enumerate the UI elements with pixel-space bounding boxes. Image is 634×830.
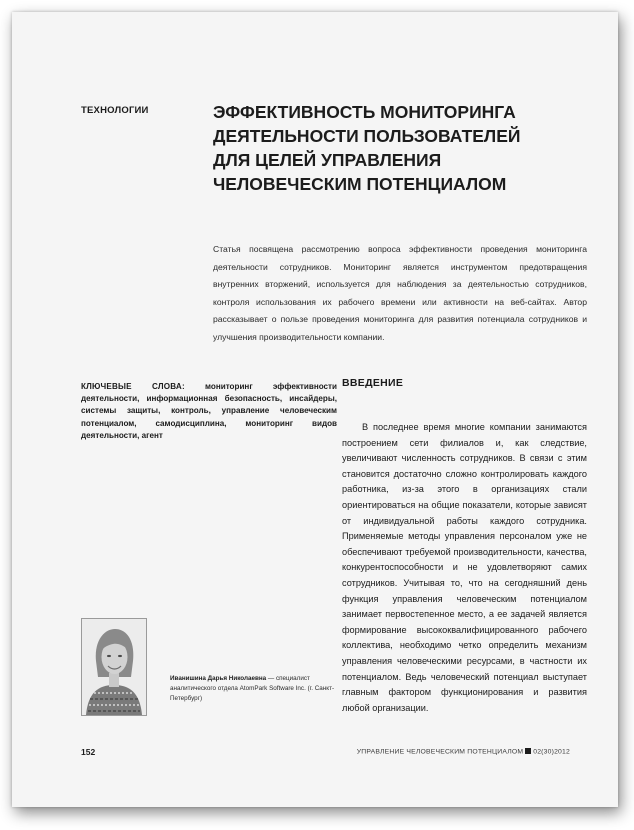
article-abstract: Статья посвящена рассмотрению вопроса эффективности проведения мониторинга деятельности сотрудников. Мониторинг является инструментом предотвращения внутренних вторжений, используется для наблюдения за деятельностью сотрудников, контроля использования их рабочего времени или активности на веб-сайтах. Автор рассказывает о пользе проведения мониторинга для развития потенциала сотрудников и улучшения производительности компании.: [213, 244, 587, 342]
author-name: Иванишина Дарья Николаевна: [170, 675, 267, 682]
keywords-text: мониторинг эффективности деятельности, информационная безопасность, инсайдеры, системы защиты, контроль, управление человеческим потенциалом, самодисциплина, мониторинг видов деятельности, агент: [81, 382, 337, 440]
journal-page: [12, 12, 618, 807]
page-number: 152: [81, 747, 96, 757]
keywords-label: КЛЮЧЕВЫЕ СЛОВА:: [81, 382, 185, 391]
journal-name: УПРАВЛЕНИЕ ЧЕЛОВЕЧЕСКИМ ПОТЕНЦИАЛОМ: [356, 748, 524, 756]
article-title: ЭФФЕКТИВНОСТЬ МОНИТОРИНГА ДЕЯТЕЛЬНОСТИ ПОЛЬЗОВАТЕЛЕЙ ДЛЯ ЦЕЛЕЙ УПРАВЛЕНИЯ ЧЕЛОВЕЧЕСКИМ ПОТЕНЦИАЛОМ: [213, 102, 521, 194]
keywords-block: [81, 381, 337, 442]
author-photo: [81, 618, 147, 716]
intro-heading: ВВЕДЕНИЕ: [342, 377, 404, 389]
section-label: ТЕХНОЛОГИИ: [81, 105, 149, 116]
author-caption: [170, 674, 338, 705]
author-portrait-image: [82, 619, 146, 715]
journal-issue: 02(30)2012: [533, 748, 570, 756]
square-bullet-icon: [525, 748, 531, 754]
author-description: — специалист аналитического отдела AtomPark Software Inc. (г. Санкт-Петербург): [170, 675, 335, 703]
intro-body-text: В последнее время многие компании занимаются построением сети филиалов и, как следствие, увеличивают численность сотрудников. В связи с этим становится достаточно сложно контролировать каждого работника, из-за этого в организациях стали ориентироваться на общие показатели, которые зависят от индивидуальной работы каждого сотрудника. Применяемые методы управления персоналом уже не обеспечивают требуемой производительности, качества, конкурентоспособности и не удовлетворяют самих сотрудников. Учитывая то, что на сегодняшний день функция управления человеческим потенциалом занимает первостепенное место, а ее задачей является формирование высококвалифицированного рабочего коллектива, необходимо четко определить механизм управления человеческими ресурсами, в частности их потенциалом. Ведь человеческий потенциал выступает главным фактором функционирования и развития любой организации.: [342, 422, 587, 713]
footer-journal-info: [357, 748, 570, 756]
